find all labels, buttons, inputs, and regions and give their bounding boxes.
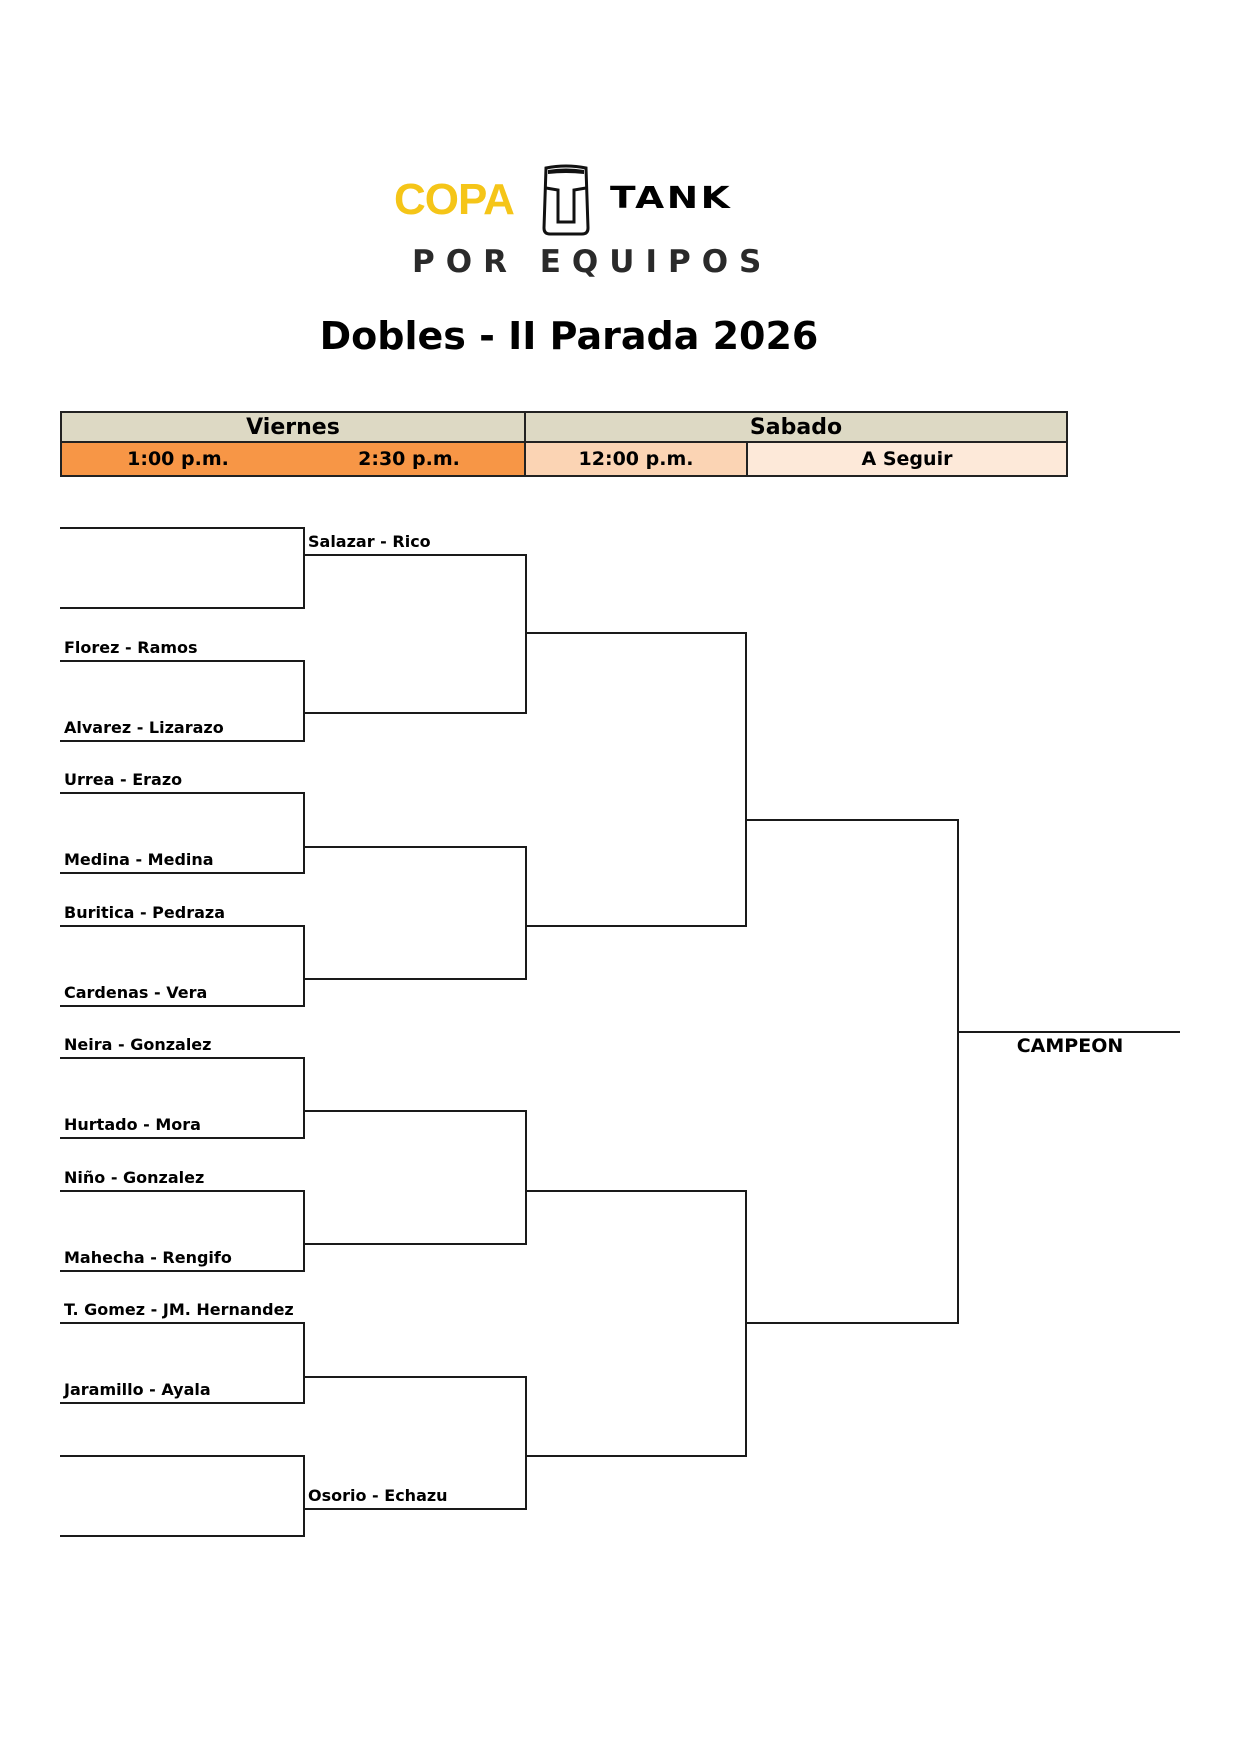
r1-line bbox=[60, 740, 305, 742]
r1-connector bbox=[303, 1057, 305, 1139]
r3-line bbox=[526, 632, 747, 634]
r3-line bbox=[526, 1190, 747, 1192]
r2-connector bbox=[525, 846, 527, 980]
r1-team: Florez - Ramos bbox=[64, 638, 198, 657]
r1-connector bbox=[303, 792, 305, 874]
r1-team: Jaramillo - Ayala bbox=[64, 1380, 211, 1399]
semifinal-line bbox=[746, 1322, 959, 1324]
r2-line bbox=[304, 712, 527, 714]
slot-sabado-1: 12:00 p.m. bbox=[526, 443, 748, 475]
r1-connector bbox=[303, 1455, 305, 1537]
slot-viernes-2: 2:30 p.m. bbox=[294, 443, 526, 475]
semifinal-line bbox=[746, 819, 959, 821]
r2-connector bbox=[525, 554, 527, 714]
r3-line bbox=[526, 1455, 747, 1457]
day-sabado: Sabado bbox=[526, 413, 1066, 443]
champion-line bbox=[958, 1031, 1180, 1033]
r2-team: Osorio - Echazu bbox=[308, 1486, 448, 1505]
r2-line bbox=[304, 978, 527, 980]
r1-team: Alvarez - Lizarazo bbox=[64, 718, 224, 737]
r1-team: Medina - Medina bbox=[64, 850, 214, 869]
r1-line bbox=[60, 1322, 305, 1324]
r1-connector bbox=[303, 660, 305, 742]
r3-line bbox=[526, 925, 747, 927]
r1-line bbox=[60, 1270, 305, 1272]
r1-line bbox=[60, 1455, 305, 1457]
r1-line bbox=[60, 872, 305, 874]
r2-line bbox=[304, 846, 527, 848]
r1-connector bbox=[303, 1190, 305, 1272]
r2-line bbox=[304, 1110, 527, 1112]
r1-line bbox=[60, 1190, 305, 1192]
r1-connector bbox=[303, 925, 305, 1007]
r1-line bbox=[60, 1402, 305, 1404]
r2-connector bbox=[525, 1110, 527, 1245]
r1-line bbox=[60, 792, 305, 794]
champion-label: CAMPEON bbox=[1016, 1035, 1124, 1057]
r1-line bbox=[60, 1057, 305, 1059]
r1-connector bbox=[303, 527, 305, 609]
logo-subtitle: POR EQUIPOS bbox=[412, 244, 773, 280]
logo-copa-text: COPA bbox=[394, 175, 514, 224]
semifinal-connector bbox=[957, 819, 959, 1324]
r2-team: Salazar - Rico bbox=[308, 532, 431, 551]
r1-line bbox=[60, 925, 305, 927]
r1-line bbox=[60, 1535, 305, 1537]
r2-line bbox=[304, 554, 527, 556]
r1-team: Neira - Gonzalez bbox=[64, 1035, 212, 1054]
r1-team: Hurtado - Mora bbox=[64, 1115, 201, 1134]
r1-team: Cardenas - Vera bbox=[64, 983, 208, 1002]
r1-line bbox=[60, 1005, 305, 1007]
day-viernes: Viernes bbox=[62, 413, 526, 443]
r2-line bbox=[304, 1508, 527, 1510]
r1-team: Urrea - Erazo bbox=[64, 770, 183, 789]
r1-line bbox=[60, 527, 305, 529]
r1-line bbox=[60, 660, 305, 662]
r1-team: Buritica - Pedraza bbox=[64, 903, 225, 922]
logo-tank-text: TANK bbox=[610, 181, 733, 216]
page-title: Dobles - II Parada 2026 bbox=[319, 314, 819, 358]
slot-viernes-1: 1:00 p.m. bbox=[62, 443, 294, 475]
r1-line bbox=[60, 1137, 305, 1139]
r2-line bbox=[304, 1376, 527, 1378]
slot-sabado-2: A Seguir bbox=[748, 443, 1066, 475]
r1-team: Mahecha - Rengifo bbox=[64, 1248, 232, 1267]
r2-connector bbox=[525, 1376, 527, 1510]
r1-line bbox=[60, 607, 305, 609]
r1-team: T. Gomez - JM. Hernandez bbox=[64, 1300, 294, 1319]
r1-team: Niño - Gonzalez bbox=[64, 1168, 205, 1187]
r1-connector bbox=[303, 1322, 305, 1404]
r2-line bbox=[304, 1243, 527, 1245]
r3-connector bbox=[745, 632, 747, 927]
